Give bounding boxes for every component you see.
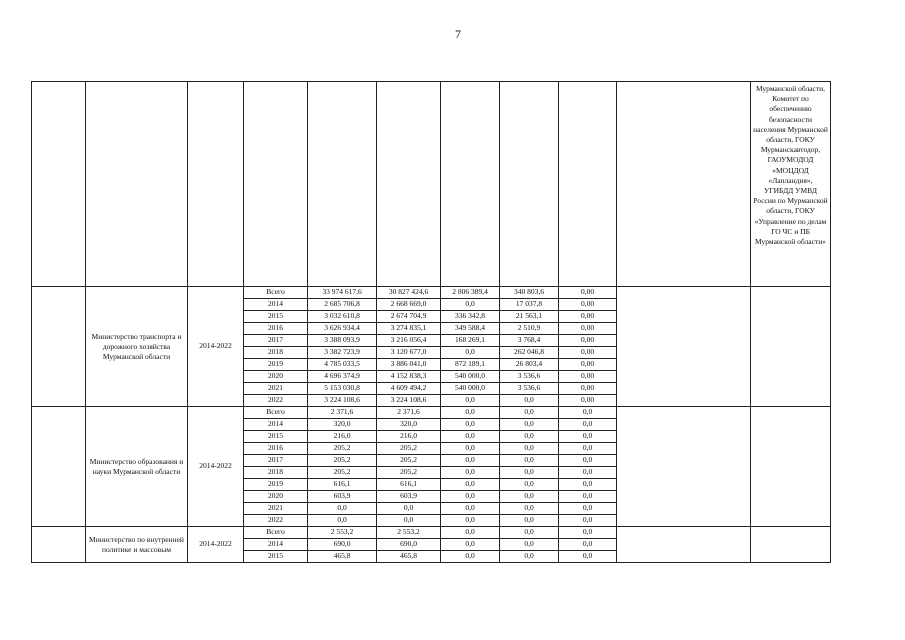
amount-cell: 0,0 xyxy=(500,467,559,479)
year-cell: 2018 xyxy=(244,347,308,359)
amount-cell: 0,0 xyxy=(559,431,617,443)
table-row xyxy=(32,407,831,419)
amount-cell: 3 886 041,0 xyxy=(377,359,441,371)
year-cell: 2021 xyxy=(244,383,308,395)
amount-cell: 205,2 xyxy=(308,443,377,455)
amount-cell: 2 371,6 xyxy=(308,407,377,419)
amount-cell: 0,0 xyxy=(559,527,617,539)
amount-cell: 2 806 389,4 xyxy=(441,287,500,299)
table-row xyxy=(32,527,831,539)
amount-cell: 205,2 xyxy=(308,467,377,479)
amount-cell: 0,00 xyxy=(559,311,617,323)
amount-cell: 2 371,6 xyxy=(377,407,441,419)
amount-cell: 465,8 xyxy=(377,551,441,563)
amount-cell: 0,0 xyxy=(441,299,500,311)
amount-cell: 0,0 xyxy=(559,407,617,419)
amount-cell: 0,0 xyxy=(559,443,617,455)
amount-cell: 349 588,4 xyxy=(441,323,500,335)
year-cell: 2014 xyxy=(244,419,308,431)
organization-name: Министерство образования и науки Мурманской области xyxy=(86,407,188,527)
year-cell: 2019 xyxy=(244,479,308,491)
amount-cell: 320,0 xyxy=(308,419,377,431)
amount-cell: 26 803,4 xyxy=(500,359,559,371)
amount-cell: 0,0 xyxy=(559,551,617,563)
organization-name: Министерство по внутренней политике и массовым xyxy=(86,527,188,563)
amount-cell: 2 510,9 xyxy=(500,323,559,335)
amount-cell: 0,00 xyxy=(559,371,617,383)
amount-cell: 2 685 706,8 xyxy=(308,299,377,311)
year-cell: 2022 xyxy=(244,395,308,407)
amount-cell: 690,0 xyxy=(308,539,377,551)
amount-cell: 3 768,4 xyxy=(500,335,559,347)
amount-cell: 0,0 xyxy=(500,479,559,491)
amount-cell: 2 674 704,9 xyxy=(377,311,441,323)
amount-cell: 336 342,8 xyxy=(441,311,500,323)
amount-cell: 616,1 xyxy=(377,479,441,491)
amount-cell: 3 626 934,4 xyxy=(308,323,377,335)
amount-cell: 0,0 xyxy=(500,407,559,419)
amount-cell: 205,2 xyxy=(377,455,441,467)
amount-cell: 0,0 xyxy=(441,407,500,419)
amount-cell: 4 696 374,9 xyxy=(308,371,377,383)
amount-cell: 3 388 093,9 xyxy=(308,335,377,347)
amount-cell: 616,1 xyxy=(308,479,377,491)
amount-cell: 320,0 xyxy=(377,419,441,431)
year-cell: Всего xyxy=(244,407,308,419)
amount-cell: 3 536,6 xyxy=(500,371,559,383)
amount-cell: 3 216 056,4 xyxy=(377,335,441,347)
year-cell: 2018 xyxy=(244,467,308,479)
amount-cell: 205,2 xyxy=(308,455,377,467)
year-cell: 2015 xyxy=(244,431,308,443)
period: 2014-2022 xyxy=(188,407,244,527)
amount-cell: 603,9 xyxy=(377,491,441,503)
amount-cell: 0,00 xyxy=(559,383,617,395)
amount-cell: 262 046,8 xyxy=(500,347,559,359)
year-cell: Всего xyxy=(244,527,308,539)
amount-cell: 0,00 xyxy=(559,287,617,299)
year-cell: 2020 xyxy=(244,491,308,503)
period: 2014-2022 xyxy=(188,287,244,407)
amount-cell: 2 668 669,0 xyxy=(377,299,441,311)
amount-cell: 30 827 424,6 xyxy=(377,287,441,299)
amount-cell: 0,0 xyxy=(441,443,500,455)
amount-cell: 4 785 033,5 xyxy=(308,359,377,371)
year-cell: Всего xyxy=(244,287,308,299)
amount-cell: 2 553,2 xyxy=(308,527,377,539)
amount-cell: 0,0 xyxy=(441,347,500,359)
amount-cell: 0,0 xyxy=(500,551,559,563)
amount-cell: 0,0 xyxy=(559,419,617,431)
amount-cell: 5 153 030,8 xyxy=(308,383,377,395)
amount-cell: 0,0 xyxy=(308,503,377,515)
amount-cell: 3 274 835,1 xyxy=(377,323,441,335)
amount-cell: 465,8 xyxy=(308,551,377,563)
continuation-row xyxy=(32,82,831,287)
amount-cell: 0,0 xyxy=(441,455,500,467)
amount-cell: 0,0 xyxy=(500,515,559,527)
year-cell: 2014 xyxy=(244,539,308,551)
amount-cell: 690,0 xyxy=(377,539,441,551)
amount-cell: 0,0 xyxy=(500,431,559,443)
amount-cell: 4 152 838,3 xyxy=(377,371,441,383)
amount-cell: 0,0 xyxy=(559,479,617,491)
amount-cell: 33 974 617,6 xyxy=(308,287,377,299)
amount-cell: 603,9 xyxy=(308,491,377,503)
amount-cell: 0,0 xyxy=(559,515,617,527)
amount-cell: 0,0 xyxy=(441,395,500,407)
year-cell: 2016 xyxy=(244,323,308,335)
amount-cell: 2 553,2 xyxy=(377,527,441,539)
amount-cell: 17 037,8 xyxy=(500,299,559,311)
amount-cell: 340 803,6 xyxy=(500,287,559,299)
amount-cell: 0,0 xyxy=(500,455,559,467)
amount-cell: 3 120 677,0 xyxy=(377,347,441,359)
amount-cell: 0,0 xyxy=(308,515,377,527)
table-row xyxy=(32,287,831,299)
year-cell: 2015 xyxy=(244,311,308,323)
amount-cell: 0,00 xyxy=(559,323,617,335)
amount-cell: 0,00 xyxy=(559,395,617,407)
amount-cell: 0,0 xyxy=(441,503,500,515)
amount-cell: 168 269,1 xyxy=(441,335,500,347)
year-cell: 2019 xyxy=(244,359,308,371)
amount-cell: 0,0 xyxy=(559,503,617,515)
amount-cell: 0,00 xyxy=(559,299,617,311)
page-number: 7 xyxy=(455,27,461,41)
year-cell: 2022 xyxy=(244,515,308,527)
year-cell: 2020 xyxy=(244,371,308,383)
amount-cell: 0,0 xyxy=(441,419,500,431)
amount-cell: 0,0 xyxy=(559,455,617,467)
amount-cell: 216,0 xyxy=(377,431,441,443)
amount-cell: 0,0 xyxy=(441,539,500,551)
amount-cell: 0,0 xyxy=(559,491,617,503)
amount-cell: 0,0 xyxy=(500,419,559,431)
amount-cell: 0,0 xyxy=(500,527,559,539)
amount-cell: 3 382 723,9 xyxy=(308,347,377,359)
year-cell: 2017 xyxy=(244,335,308,347)
amount-cell: 540 000,0 xyxy=(441,371,500,383)
funding-table xyxy=(31,81,831,563)
amount-cell: 3 224 108,6 xyxy=(308,395,377,407)
year-cell: 2015 xyxy=(244,551,308,563)
amount-cell: 0,0 xyxy=(441,431,500,443)
amount-cell: 0,00 xyxy=(559,335,617,347)
amount-cell: 0,0 xyxy=(500,395,559,407)
organization-name: Министерство транспорта и дорожного хозяйства Мурманской области xyxy=(86,287,188,407)
amount-cell: 3 536,6 xyxy=(500,383,559,395)
amount-cell: 205,2 xyxy=(377,467,441,479)
amount-cell: 0,0 xyxy=(441,515,500,527)
amount-cell: 872 189,1 xyxy=(441,359,500,371)
amount-cell: 0,0 xyxy=(500,539,559,551)
amount-cell: 0,0 xyxy=(377,503,441,515)
amount-cell: 0,0 xyxy=(441,527,500,539)
amount-cell: 216,0 xyxy=(308,431,377,443)
period: 2014-2022 xyxy=(188,527,244,563)
amount-cell: 0,0 xyxy=(441,551,500,563)
year-cell: 2016 xyxy=(244,443,308,455)
amount-cell: 0,0 xyxy=(500,503,559,515)
amount-cell: 3 032 610,8 xyxy=(308,311,377,323)
amount-cell: 0,0 xyxy=(559,539,617,551)
amount-cell: 4 609 494,2 xyxy=(377,383,441,395)
amount-cell: 3 224 108,6 xyxy=(377,395,441,407)
executors-cell: Мурманской области, Комитет по обеспечению безопасности населения Мурманской области, ГОКУ Мурманскавтодор, ГАОУМОДОД «МОЦДОД «Лапландия», УГИБДД УМВД России по Мурманской области, ГОКУ «Управление по делам ГО ЧС и ПБ Мурманской области» xyxy=(751,82,831,287)
amount-cell: 0,00 xyxy=(559,359,617,371)
amount-cell: 0,0 xyxy=(441,479,500,491)
amount-cell: 0,0 xyxy=(377,515,441,527)
amount-cell: 0,00 xyxy=(559,347,617,359)
amount-cell: 540 000,0 xyxy=(441,383,500,395)
amount-cell: 0,0 xyxy=(559,467,617,479)
amount-cell: 0,0 xyxy=(441,467,500,479)
year-cell: 2017 xyxy=(244,455,308,467)
amount-cell: 0,0 xyxy=(500,443,559,455)
year-cell: 2021 xyxy=(244,503,308,515)
amount-cell: 21 563,1 xyxy=(500,311,559,323)
year-cell: 2014 xyxy=(244,299,308,311)
amount-cell: 0,0 xyxy=(441,491,500,503)
amount-cell: 205,2 xyxy=(377,443,441,455)
amount-cell: 0,0 xyxy=(500,491,559,503)
